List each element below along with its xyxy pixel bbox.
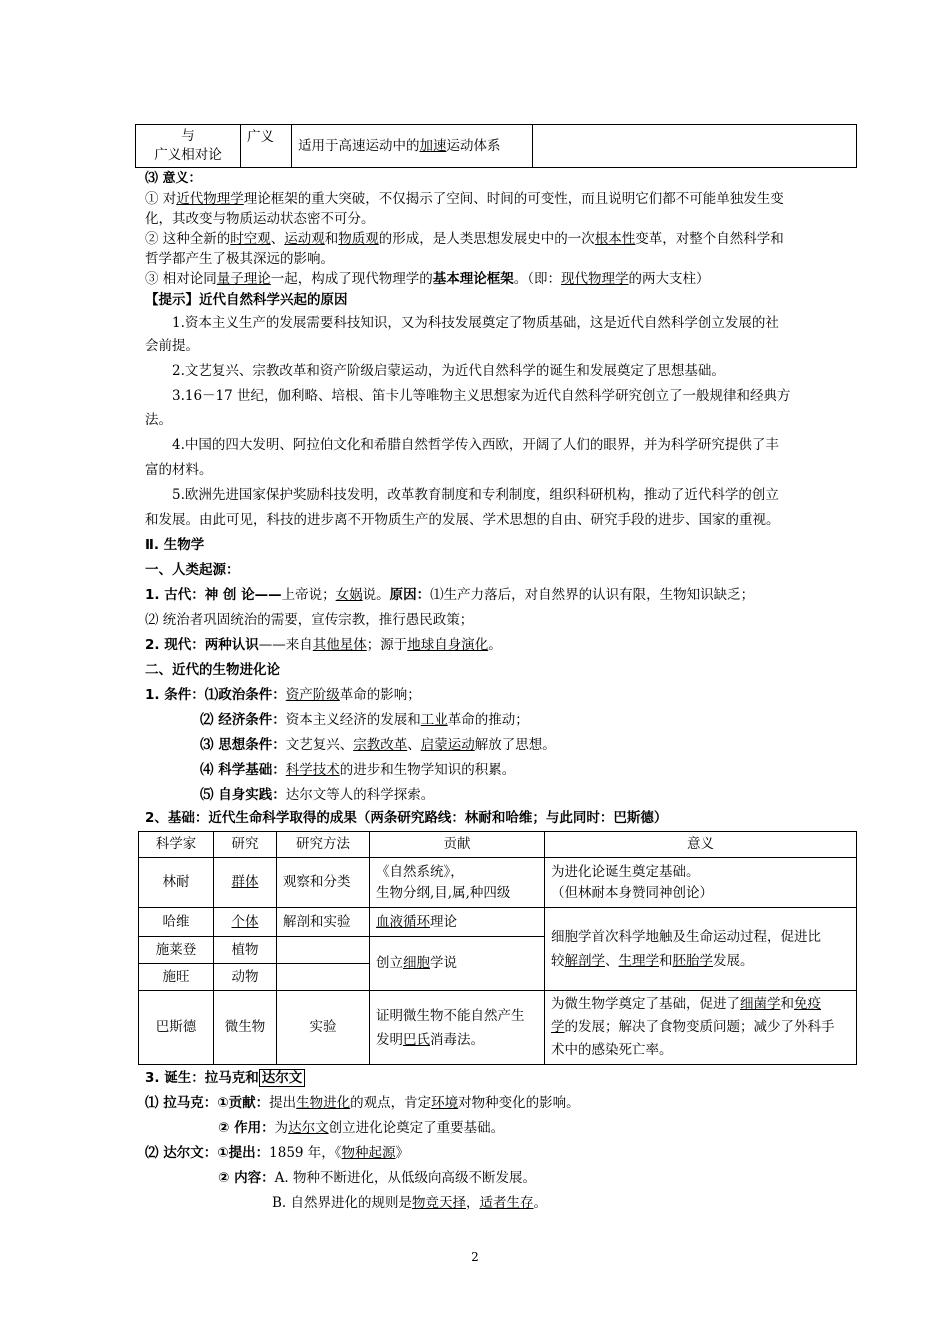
text: 适用于高速运动中的: [298, 137, 420, 154]
table-cell: 植物: [214, 937, 277, 964]
paragraph-line: 化，其改变与物质运动状态密不可分。: [145, 211, 375, 227]
underlined-text: 现代物理学: [561, 271, 629, 287]
paragraph-line: 2.文艺复兴、宗教改革和资产阶级启蒙运动，为近代自然科学的诞生和发展奠定了思想基础。: [172, 363, 725, 379]
underlined-text: 根本性: [594, 231, 636, 247]
paragraph-line: [200, 735, 556, 755]
scientists-table: [138, 831, 857, 1065]
table-cell: [533, 125, 857, 168]
text: 对物种变化的影响。: [458, 1095, 580, 1111]
text: 较: [551, 953, 565, 969]
text: 和: [780, 996, 794, 1012]
bold-text: 2. 现代：两种认识: [145, 637, 259, 653]
underlined-text: 近代物理学: [176, 191, 244, 207]
text: 理论: [430, 913, 457, 930]
table-cell: [277, 964, 370, 991]
section-heading: ⑶ 意义：: [145, 171, 202, 186]
underlined-text: 其他星体: [312, 637, 367, 653]
header-cell: 科学家: [139, 832, 214, 858]
underlined-text: 地球自身演化: [407, 637, 489, 653]
cell-text: [376, 1028, 538, 1052]
table-cell: 观察和分类: [277, 858, 370, 908]
paragraph-line: [200, 760, 515, 780]
underlined-text: 生理学: [618, 953, 659, 969]
paragraph-line: [200, 710, 529, 730]
cell-text: 细胞学首次科学地触及生命运动过程，促进比: [551, 929, 821, 945]
table-cell: 动物: [214, 964, 277, 991]
table-cell: [545, 991, 857, 1065]
text: 提出: [269, 1095, 297, 1111]
text: ③ 相对论同: [145, 271, 217, 287]
table-cell: 群体: [214, 858, 277, 908]
bold-text: ② 作用：: [218, 1120, 275, 1136]
underlined-text: 加速: [419, 137, 447, 154]
cell-text: [551, 949, 850, 973]
section-heading: 一、人类起源：: [145, 562, 240, 578]
underlined-text: 宗教改革: [353, 737, 408, 753]
cell-text: 与: [181, 128, 195, 144]
underlined-text: 解剖学: [564, 953, 605, 969]
underlined-text: 时空观: [230, 231, 271, 247]
text: 的两大支柱）: [628, 271, 710, 287]
boxed-text: 达尔文: [259, 1069, 306, 1087]
text: 资本主义经济的发展和: [285, 712, 421, 728]
bold-text: ⑷ 科学基础：: [200, 762, 286, 778]
bold-text: ⑴ 拉马克：①贡献：: [145, 1095, 270, 1111]
underlined-text: 资产阶级: [285, 687, 340, 703]
text: 革命的推动；: [447, 712, 529, 728]
table-row: [139, 991, 857, 1065]
underlined-text: 细菌学: [740, 996, 781, 1012]
header-cell: 意义: [545, 832, 857, 858]
bold-text: ⑶ 思想条件：: [200, 737, 286, 753]
cell-text: （但林耐本身赞同神创论）: [551, 884, 713, 901]
table-cell: 施莱登: [139, 937, 214, 964]
table-cell: 个体: [214, 908, 277, 937]
text: 和: [659, 953, 673, 969]
header-cell: 研究: [214, 832, 277, 858]
underlined-text: 免疫: [794, 996, 821, 1012]
table-cell: 微生物: [214, 991, 277, 1065]
cell-text: 广义相对论: [154, 147, 222, 163]
paragraph-line: [145, 585, 754, 605]
text: 。: [488, 637, 502, 653]
paragraph-line: 5.欧洲先进国家保护奖励科技发明，改革教育制度和专利制度，组织科研机构，推动了近代科学的创立: [172, 487, 779, 503]
paragraph-line: [145, 229, 784, 249]
text: 理论框架的重大突破，不仅揭示了空间、时间的可变性，而且说明它们都不可能单独发生变: [243, 191, 784, 207]
text: 创立: [376, 955, 403, 971]
paragraph-line: [200, 785, 434, 805]
text: 发展。: [713, 953, 754, 969]
bold-text: ⑵ 经济条件：: [200, 712, 286, 728]
section-title: Ⅱ. 生物学: [145, 537, 205, 553]
text: ——来自: [258, 637, 313, 653]
text: 为: [274, 1120, 289, 1136]
text: 1859 年，《: [269, 1145, 342, 1161]
underlined-text: 血液循环: [376, 913, 430, 930]
paragraph-line: [145, 1143, 409, 1163]
table-cell: [277, 937, 370, 964]
relativity-table: [135, 124, 857, 168]
underlined-text: 环境: [431, 1095, 459, 1111]
paragraph-line: [145, 1093, 580, 1113]
text: ① 对: [145, 191, 177, 207]
paragraph-line: [218, 1168, 536, 1188]
cell-text: [551, 1016, 850, 1039]
table-row: [139, 908, 857, 937]
text: 、: [270, 231, 285, 247]
text: 文艺复兴、: [285, 737, 354, 753]
table-cell: 广义: [241, 125, 292, 168]
bold-text: ⑸ 自身实践：: [200, 787, 286, 803]
table-cell: 哈维: [139, 908, 214, 937]
text: 的观点，肯定: [350, 1095, 432, 1111]
paragraph-line: [145, 685, 421, 705]
underlined-text: 达尔文: [288, 1120, 329, 1136]
bold-text: 原因：: [389, 587, 431, 603]
paragraph-line: ⑵ 统治者巩固统治的需要，宣传宗教，推行愚民政策；: [145, 612, 474, 628]
cell-text: [551, 993, 850, 1016]
table-cell: [370, 937, 545, 991]
header-cell: 研究方法: [277, 832, 370, 858]
text: 和: [324, 231, 339, 247]
text: 革命的影响；: [339, 687, 421, 703]
text: 解放了思想。: [474, 737, 556, 753]
cell-text: 术中的感染死亡率。: [551, 1042, 673, 1058]
bold-text: 1. 古代：神 创 论——: [145, 587, 282, 603]
table-row: [139, 858, 857, 908]
text: 的进步和生物学知识的积累。: [339, 762, 516, 778]
text: 达尔文等人的科学探索。: [285, 787, 435, 803]
underlined-text: 胚胎学: [672, 953, 713, 969]
text: 。: [533, 1195, 548, 1211]
text: 为微生物学奠定了基础，促进了: [551, 996, 740, 1012]
bold-text: 3. 诞生：拉马克和: [145, 1070, 259, 1086]
paragraph-line: 1.资本主义生产的发展需要科技知识，又为科技发展奠定了物质基础，这是近代自然科学创立发展的社: [172, 315, 779, 331]
underlined-text: 物质观: [338, 231, 379, 247]
underlined-text: 女娲: [335, 587, 363, 603]
cell-text: 证明微生物不能自然产生: [376, 1007, 525, 1024]
paragraph-line: 会前提。: [145, 338, 199, 354]
text: 创立进化论奠定了重要基础。: [328, 1120, 505, 1136]
text: 一起，构成了现代物理学的: [270, 271, 433, 287]
paragraph-line: [218, 1118, 504, 1138]
header-cell: 贡献: [370, 832, 545, 858]
text: 上帝说；: [281, 587, 336, 603]
table-cell: [136, 125, 241, 168]
text: ⑴生产力落后，对自然界的认识有限，生物知识缺乏；: [430, 587, 755, 603]
tip-heading: 【提示】近代自然科学兴起的原因: [145, 292, 348, 308]
paragraph-line: 和发展。由此可见，科技的进步离不开物质生产的发展、学术思想的自由、研究手段的进步、国家的重视。: [145, 512, 780, 528]
text: 、: [407, 737, 421, 753]
table-cell: [545, 858, 857, 908]
text: 消毒法。: [430, 1031, 484, 1048]
bold-text: 基本理论框架: [432, 271, 514, 287]
underlined-text: 适者生存: [479, 1195, 534, 1211]
cell-text: 《自然系统》，: [376, 863, 464, 880]
section-heading: 二、近代的生物进化论: [145, 662, 280, 678]
paragraph-line: [145, 269, 710, 289]
text: 的形成，是人类思想发展史中的一次: [378, 231, 595, 247]
underlined-text: 学: [551, 1019, 565, 1035]
paragraph-line: 富的材料。: [145, 462, 213, 478]
page-number: 2: [471, 1250, 479, 1264]
text: 。（即：: [513, 271, 562, 287]
table-cell: [370, 858, 545, 908]
underlined-text: 运动观: [284, 231, 325, 247]
table-cell: [370, 991, 545, 1065]
table-cell: [545, 908, 857, 991]
text: 变革，对整个自然科学和: [635, 231, 784, 247]
text: ，: [466, 1195, 480, 1211]
table-cell: 巴斯德: [139, 991, 214, 1065]
underlined-text: 启蒙运动: [420, 737, 475, 753]
bold-text: ⑵ 达尔文：①提出：: [145, 1145, 270, 1161]
section-heading: 2、基础：近代生命科学取得的成果（两条研究路线：林耐和哈维；与此同时：巴斯德）: [145, 810, 668, 826]
paragraph-line: 3.16－17 世纪，伽利略、培根、笛卡儿等唯物主义思想家为近代自然科学研究创立了一般规律和经典方: [172, 388, 791, 404]
text: 》: [395, 1145, 410, 1161]
cell-text: 生物分纲,目,属,种四级: [376, 884, 511, 901]
table-cell: [292, 125, 533, 168]
underlined-text: 科学技术: [285, 762, 340, 778]
text: 学说: [430, 955, 457, 971]
bold-text: ② 内容：: [218, 1170, 275, 1186]
text: A. 物种不断进化，从低级向高级不断发展。: [274, 1170, 536, 1186]
underlined-text: 量子理论: [216, 271, 271, 287]
table-cell: 解剖和实验: [277, 908, 370, 937]
text: 发明: [376, 1031, 403, 1048]
text: 说。: [362, 587, 390, 603]
table-cell: [370, 908, 545, 937]
paragraph-line: 法。: [145, 412, 172, 428]
bold-text: 1. 条件：⑴政治条件：: [145, 687, 286, 703]
text: ；源于: [366, 637, 408, 653]
underlined-text: 巴氏: [403, 1031, 430, 1048]
paragraph-line: 哲学都产生了极其深远的影响。: [145, 251, 334, 267]
table-cell: 施旺: [139, 964, 214, 991]
text: ② 这种全新的: [145, 231, 231, 247]
cell-text: 为进化论诞生奠定基础。: [551, 863, 700, 880]
paragraph-line: 4.中国的四大发明、阿拉伯文化和希腊自然哲学传入西欧，开阔了人们的眼界，并为科学研究提供了丰: [172, 437, 779, 453]
text: 、: [605, 953, 619, 969]
text: 的发展；解决了食物变质问题；减少了外科手: [564, 1019, 835, 1035]
underlined-text: 物竞天择: [412, 1195, 467, 1211]
text: B. 自然界进化的规则是: [272, 1195, 413, 1211]
section-heading: [145, 1068, 305, 1088]
paragraph-line: [272, 1193, 547, 1213]
table-cell: 实验: [277, 991, 370, 1065]
paragraph-line: [145, 635, 502, 655]
underlined-text: 物种起源: [341, 1145, 396, 1161]
text: 运动体系: [446, 137, 501, 154]
underlined-text: 细胞: [403, 955, 430, 971]
paragraph-line: [145, 189, 784, 209]
underlined-text: 生物进化: [296, 1095, 351, 1111]
table-cell: 林耐: [139, 858, 214, 908]
underlined-text: 工业: [420, 712, 448, 728]
